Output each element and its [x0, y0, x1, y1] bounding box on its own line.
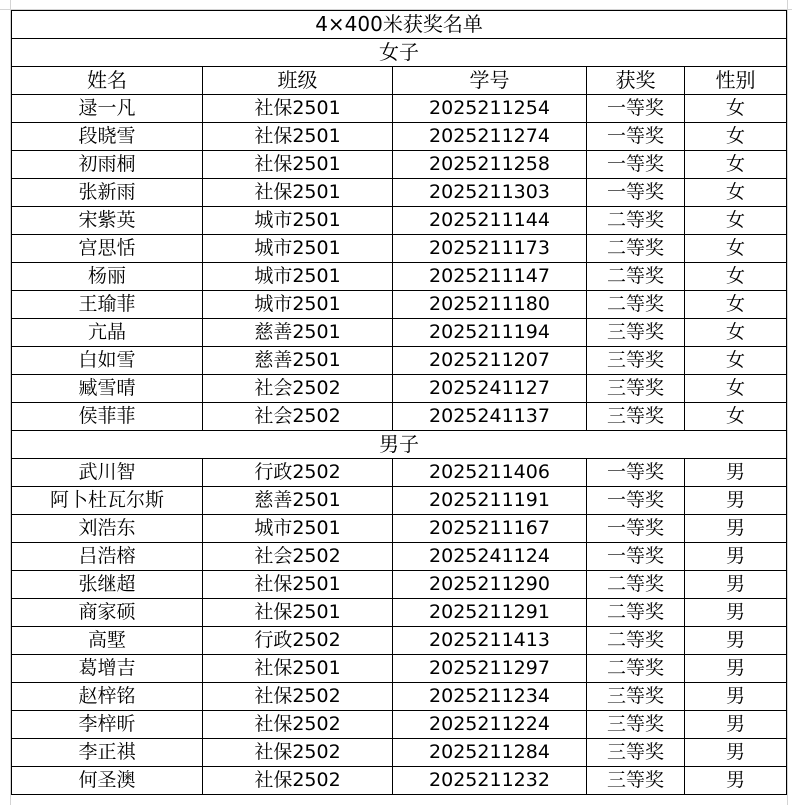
cell-student-id[interactable]: 2025211291 [393, 599, 587, 627]
section-row-female [12, 39, 787, 67]
cell-award[interactable]: 二等奖 [587, 655, 685, 683]
cell-gender[interactable]: 男 [685, 459, 787, 487]
cell-name[interactable]: 张继超 [12, 571, 203, 599]
cell-class[interactable]: 社会2502 [203, 403, 393, 431]
table-row [12, 207, 787, 235]
cell-award[interactable]: 二等奖 [587, 291, 685, 319]
cell-gender[interactable]: 男 [685, 739, 787, 767]
header-row [12, 67, 787, 95]
cell-student-id[interactable]: 2025211274 [393, 123, 587, 151]
header-name[interactable]: 姓名 [12, 67, 203, 95]
award-list-table [11, 10, 787, 795]
cell-award[interactable]: 一等奖 [587, 515, 685, 543]
cell-award[interactable]: 三等奖 [587, 767, 685, 795]
cell-award[interactable]: 二等奖 [587, 207, 685, 235]
cell-name[interactable]: 刘浩东 [12, 515, 203, 543]
cell-student-id[interactable]: 2025241127 [393, 375, 587, 403]
cell-student-id[interactable]: 2025211180 [393, 291, 587, 319]
cell-student-id[interactable]: 2025211232 [393, 767, 587, 795]
cell-award[interactable]: 一等奖 [587, 459, 685, 487]
title-row [12, 11, 787, 39]
table-row [12, 627, 787, 655]
table-row [12, 739, 787, 767]
cell-gender[interactable]: 女 [685, 179, 787, 207]
cell-name[interactable]: 何圣澳 [12, 767, 203, 795]
cell-name[interactable]: 吕浩榕 [12, 543, 203, 571]
cell-gender[interactable]: 女 [685, 263, 787, 291]
table-row [12, 123, 787, 151]
cell-class[interactable]: 城市2501 [203, 207, 393, 235]
cell-gender[interactable]: 女 [685, 403, 787, 431]
cell-class[interactable]: 社保2501 [203, 655, 393, 683]
cell-class[interactable]: 社保2501 [203, 571, 393, 599]
cell-name[interactable]: 逯一凡 [12, 95, 203, 123]
table-row [12, 599, 787, 627]
cell-class[interactable]: 城市2501 [203, 235, 393, 263]
cell-class[interactable]: 社保2501 [203, 151, 393, 179]
cell-student-id[interactable]: 2025211167 [393, 515, 587, 543]
cell-award[interactable]: 二等奖 [587, 599, 685, 627]
cell-gender[interactable]: 男 [685, 599, 787, 627]
cell-class[interactable]: 社保2502 [203, 739, 393, 767]
cell-name[interactable]: 阿卜杜瓦尔斯 [12, 487, 203, 515]
cell-award[interactable]: 三等奖 [587, 319, 685, 347]
cell-name[interactable]: 张新雨 [12, 179, 203, 207]
cell-gender[interactable]: 男 [685, 655, 787, 683]
cell-student-id[interactable]: 2025211303 [393, 179, 587, 207]
cell-award[interactable]: 三等奖 [587, 711, 685, 739]
cell-award[interactable]: 三等奖 [587, 375, 685, 403]
section-label-female[interactable]: 女子 [12, 39, 787, 67]
cell-class[interactable]: 城市2501 [203, 291, 393, 319]
header-class[interactable]: 班级 [203, 67, 393, 95]
cell-class[interactable]: 社保2501 [203, 179, 393, 207]
cell-gender[interactable]: 男 [685, 627, 787, 655]
table-row [12, 235, 787, 263]
cell-class[interactable]: 社会2502 [203, 375, 393, 403]
cell-name[interactable]: 段晓雪 [12, 123, 203, 151]
table-title[interactable]: 4×400米获奖名单 [12, 11, 787, 39]
cell-class[interactable]: 社保2502 [203, 711, 393, 739]
cell-gender[interactable]: 男 [685, 543, 787, 571]
cell-name[interactable]: 高墅 [12, 627, 203, 655]
cell-gender[interactable]: 女 [685, 235, 787, 263]
cell-class[interactable]: 社保2502 [203, 683, 393, 711]
cell-gender[interactable]: 女 [685, 291, 787, 319]
cell-class[interactable]: 行政2502 [203, 459, 393, 487]
cell-award[interactable]: 一等奖 [587, 487, 685, 515]
cell-award[interactable]: 二等奖 [587, 571, 685, 599]
header-student-id[interactable]: 学号 [393, 67, 587, 95]
cell-student-id[interactable]: 2025211406 [393, 459, 587, 487]
cell-class[interactable]: 社保2502 [203, 767, 393, 795]
table-row [12, 291, 787, 319]
spreadsheet-gridline-right [787, 0, 788, 805]
cell-student-id[interactable]: 2025211173 [393, 235, 587, 263]
table-row [12, 263, 787, 291]
cell-student-id[interactable]: 2025211207 [393, 347, 587, 375]
cell-name[interactable]: 武川智 [12, 459, 203, 487]
cell-name[interactable]: 赵梓铭 [12, 683, 203, 711]
cell-award[interactable]: 一等奖 [587, 179, 685, 207]
table-row [12, 683, 787, 711]
cell-student-id[interactable]: 2025211284 [393, 739, 587, 767]
cell-award[interactable]: 一等奖 [587, 151, 685, 179]
cell-name[interactable]: 臧雪晴 [12, 375, 203, 403]
cell-class[interactable]: 城市2501 [203, 515, 393, 543]
section-label-male[interactable]: 男子 [12, 431, 787, 459]
cell-gender[interactable]: 男 [685, 571, 787, 599]
cell-student-id[interactable]: 2025211194 [393, 319, 587, 347]
table-row [12, 459, 787, 487]
spreadsheet-gridline-top [0, 0, 792, 10]
cell-name[interactable]: 宋紫英 [12, 207, 203, 235]
table-row [12, 95, 787, 123]
cell-class[interactable]: 社保2501 [203, 599, 393, 627]
table-row [12, 767, 787, 795]
cell-gender[interactable]: 女 [685, 375, 787, 403]
table-row [12, 151, 787, 179]
table-row [12, 711, 787, 739]
cell-gender[interactable]: 男 [685, 515, 787, 543]
cell-gender[interactable]: 女 [685, 95, 787, 123]
cell-award[interactable]: 三等奖 [587, 347, 685, 375]
cell-gender[interactable]: 男 [685, 683, 787, 711]
cell-class[interactable]: 社保2501 [203, 123, 393, 151]
cell-name[interactable]: 侯菲菲 [12, 403, 203, 431]
table-row [12, 375, 787, 403]
table-row [12, 543, 787, 571]
cell-student-id[interactable]: 2025211413 [393, 627, 587, 655]
header-gender[interactable]: 性别 [685, 67, 787, 95]
cell-gender[interactable]: 男 [685, 711, 787, 739]
cell-name[interactable]: 葛增吉 [12, 655, 203, 683]
header-award[interactable]: 获奖 [587, 67, 685, 95]
cell-student-id[interactable]: 2025211297 [393, 655, 587, 683]
cell-student-id[interactable]: 2025211191 [393, 487, 587, 515]
cell-gender[interactable]: 男 [685, 487, 787, 515]
cell-name[interactable]: 杨丽 [12, 263, 203, 291]
table-row [12, 571, 787, 599]
cell-student-id[interactable]: 2025211224 [393, 711, 587, 739]
cell-award[interactable]: 二等奖 [587, 235, 685, 263]
cell-award[interactable]: 三等奖 [587, 739, 685, 767]
cell-name[interactable]: 李正祺 [12, 739, 203, 767]
cell-gender[interactable]: 男 [685, 767, 787, 795]
cell-name[interactable]: 白如雪 [12, 347, 203, 375]
section-row-male [12, 431, 787, 459]
cell-award[interactable]: 三等奖 [587, 403, 685, 431]
cell-student-id[interactable]: 2025241137 [393, 403, 587, 431]
cell-award[interactable]: 一等奖 [587, 95, 685, 123]
cell-award[interactable]: 二等奖 [587, 627, 685, 655]
cell-student-id[interactable]: 2025211234 [393, 683, 587, 711]
cell-award[interactable]: 二等奖 [587, 263, 685, 291]
table-row [12, 319, 787, 347]
table-row [12, 179, 787, 207]
cell-student-id[interactable]: 2025211147 [393, 263, 587, 291]
cell-name[interactable]: 王瑜菲 [12, 291, 203, 319]
table-row [12, 515, 787, 543]
table-row [12, 487, 787, 515]
cell-gender[interactable]: 女 [685, 123, 787, 151]
cell-name[interactable]: 李梓昕 [12, 711, 203, 739]
cell-gender[interactable]: 女 [685, 347, 787, 375]
cell-gender[interactable]: 女 [685, 319, 787, 347]
cell-gender[interactable]: 女 [685, 207, 787, 235]
table-row [12, 403, 787, 431]
cell-student-id[interactable]: 2025241124 [393, 543, 587, 571]
cell-class[interactable]: 行政2502 [203, 627, 393, 655]
cell-gender[interactable]: 女 [685, 151, 787, 179]
cell-name[interactable]: 初雨桐 [12, 151, 203, 179]
table-row [12, 655, 787, 683]
spreadsheet-gridline-left [0, 0, 11, 805]
cell-name[interactable]: 宫思恬 [12, 235, 203, 263]
cell-name[interactable]: 亢晶 [12, 319, 203, 347]
cell-class[interactable]: 慈善2501 [203, 319, 393, 347]
cell-award[interactable]: 一等奖 [587, 123, 685, 151]
cell-name[interactable]: 商家硕 [12, 599, 203, 627]
cell-class[interactable]: 城市2501 [203, 263, 393, 291]
cell-student-id[interactable]: 2025211144 [393, 207, 587, 235]
cell-student-id[interactable]: 2025211254 [393, 95, 587, 123]
cell-student-id[interactable]: 2025211258 [393, 151, 587, 179]
cell-award[interactable]: 三等奖 [587, 683, 685, 711]
cell-class[interactable]: 社会2502 [203, 543, 393, 571]
cell-class[interactable]: 慈善2501 [203, 487, 393, 515]
cell-student-id[interactable]: 2025211290 [393, 571, 587, 599]
cell-class[interactable]: 慈善2501 [203, 347, 393, 375]
cell-award[interactable]: 一等奖 [587, 543, 685, 571]
cell-class[interactable]: 社保2501 [203, 95, 393, 123]
table-row [12, 347, 787, 375]
